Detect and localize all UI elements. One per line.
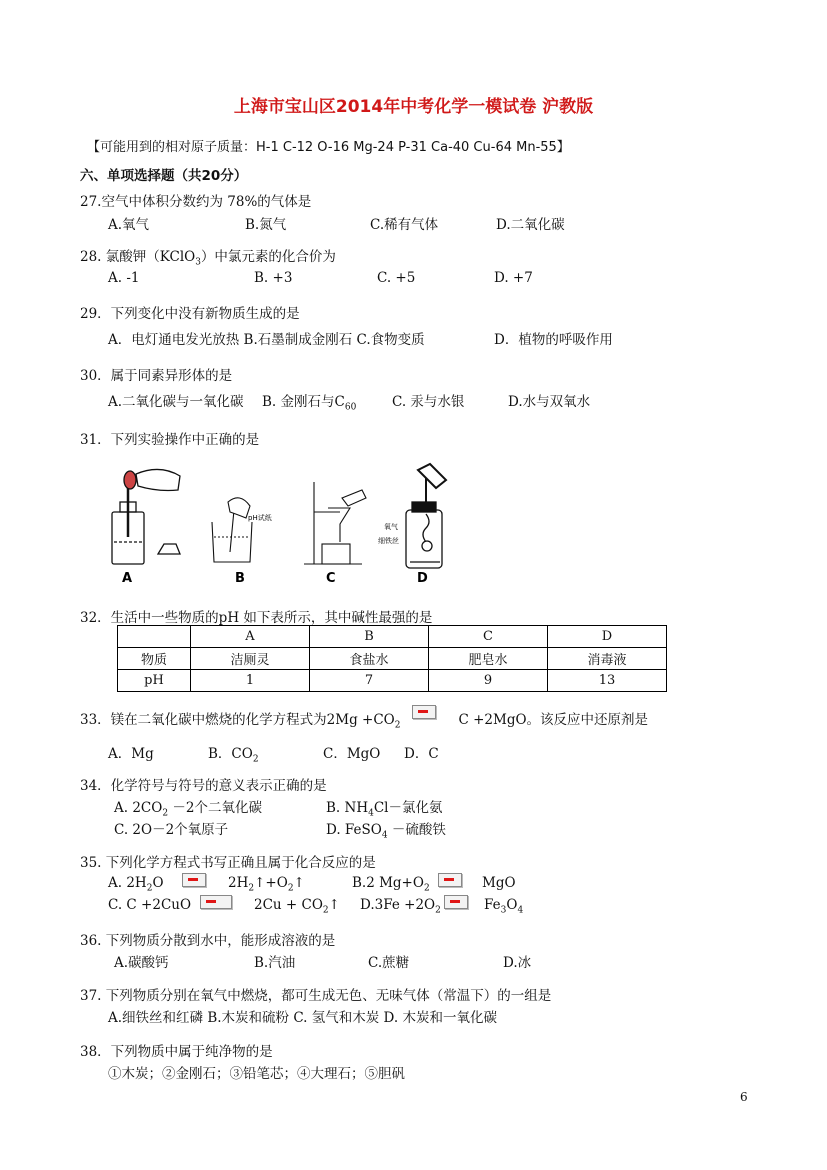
q33-option-c: C．MgO bbox=[323, 746, 381, 762]
q34-stem: 34．化学符号与符号的意义表示正确的是 bbox=[80, 778, 327, 794]
q28-option-d: D. +7 bbox=[494, 270, 533, 286]
q36-stem: 36. 下列物质分散到水中，能形成溶液的是 bbox=[80, 933, 336, 949]
q35-option-a-rhs: $2H_2↑+O_2↑$ bbox=[228, 875, 305, 894]
q38-stem: 38．下列物质中属于纯净物的是 bbox=[80, 1044, 273, 1060]
table-row bbox=[118, 670, 667, 692]
q36-option-d: D.冰 bbox=[503, 955, 532, 971]
page-number: 6 bbox=[740, 1090, 748, 1104]
q33-stem: 33．镁在二氧化碳中燃烧的化学方程式为$2Mg +CO_2$ C +2MgO。该反应中还原剂是 bbox=[80, 712, 649, 731]
q30-option-c: C. 汞与水银 bbox=[392, 394, 465, 410]
section-heading: 六、单项选择题（共20分） bbox=[80, 168, 248, 184]
q35-option-d-lhs: $D.3Fe +2O_2$ bbox=[360, 897, 441, 916]
q27-option-b: B.氮气 bbox=[245, 217, 287, 233]
reaction-condition-image bbox=[200, 895, 232, 909]
reaction-condition-image bbox=[182, 873, 206, 887]
q27-stem: 27.空气中体积分数约为 78%的气体是 bbox=[80, 194, 312, 210]
q34-option-c: C. 2O－2个氧原子 bbox=[114, 822, 229, 838]
reaction-condition-image bbox=[444, 895, 468, 909]
figure-d bbox=[406, 464, 446, 568]
figure-label-a: A bbox=[122, 571, 133, 586]
q27-option-c: C.稀有气体 bbox=[370, 217, 439, 233]
q28-option-b: B. +3 bbox=[254, 270, 293, 286]
q34-option-b: B. $NH_4Cl-$氯化氨 bbox=[326, 800, 443, 819]
q35-stem: 35. 下列化学方程式书写正确且属于化合反应的是 bbox=[80, 855, 376, 871]
page-title: 上海市宝山区2014年中考化学一模试卷 沪教版 bbox=[233, 97, 594, 117]
q35-option-a-lhs: A. $2H_2O$ bbox=[108, 875, 164, 894]
q38-items: ①木炭；②金刚石；③铅笔芯；④大理石；⑤胆矾 bbox=[108, 1066, 405, 1082]
q33-option-d: D．C bbox=[404, 746, 439, 762]
q30-option-a: A.二氧化碳与一氧化碳 bbox=[108, 394, 244, 410]
q30-stem: 30．属于同素异形体的是 bbox=[80, 368, 233, 384]
oxygen-label: 氧气 bbox=[384, 523, 398, 531]
q28-option-a: A. -1 bbox=[108, 270, 140, 286]
q30-option-d: D.水与双氧水 bbox=[508, 394, 591, 410]
table-cell: 9 bbox=[429, 670, 548, 692]
ph-paper-label: pH试纸 bbox=[248, 514, 272, 522]
q27-option-d: D.二氧化碳 bbox=[496, 217, 565, 233]
iron-wire-label: 细铁丝 bbox=[378, 537, 399, 545]
figure-a bbox=[112, 469, 180, 564]
table-cell: C bbox=[429, 626, 548, 648]
figure-label-b: B bbox=[235, 571, 245, 586]
q29-options: A．电灯通电发光放热 B.石墨制成金刚石 C.食物变质 bbox=[108, 332, 425, 348]
q28-option-c: C. +5 bbox=[377, 270, 416, 286]
q37-options: A.细铁丝和红磷 B.木炭和硫粉 C. 氢气和木炭 D. 木炭和一氧化碳 bbox=[108, 1010, 497, 1026]
q35-option-c-lhs: C. C +2CuO bbox=[108, 897, 192, 913]
table-cell: 洁厕灵 bbox=[191, 648, 310, 670]
table-cell: D bbox=[548, 626, 667, 648]
q29-stem: 29．下列变化中没有新物质生成的是 bbox=[80, 306, 300, 322]
q31-stem: 31．下列实验操作中正确的是 bbox=[80, 432, 260, 448]
figure-c bbox=[304, 482, 366, 564]
q30-option-b: B. 金刚石与$C_{60}$ bbox=[262, 394, 357, 413]
figure-b bbox=[212, 498, 252, 562]
q27-option-a: A.氧气 bbox=[108, 217, 150, 233]
q33-option-b: B．$CO_2$ bbox=[208, 746, 259, 765]
q35-option-b-lhs: B.2 $Mg+O_2$ bbox=[352, 875, 430, 894]
figure-label-c: C bbox=[326, 571, 336, 586]
atomic-masses: 【可能用到的相对原子质量：H-1 C-12 O-16 Mg-24 P-31 Ca-40 Cu-64 Mn-55】 bbox=[87, 140, 570, 155]
table-cell: 食盐水 bbox=[310, 648, 429, 670]
figure-label-d: D bbox=[417, 571, 428, 586]
q35-option-c-rhs: $2Cu + CO_2↑$ bbox=[254, 897, 340, 916]
table-cell: 肥皂水 bbox=[429, 648, 548, 670]
q34-option-d: D. FeSO$_4$ －硫酸铁 bbox=[326, 822, 446, 841]
q36-option-b: B.汽油 bbox=[254, 955, 296, 971]
q29-option-d: D．植物的呼吸作用 bbox=[494, 332, 613, 348]
q35-option-b-rhs: MgO bbox=[482, 875, 516, 891]
q37-stem: 37. 下列物质分别在氧气中燃烧，都可生成无色、无味气体（常温下）的一组是 bbox=[80, 988, 552, 1004]
q32-stem: 32．生活中一些物质的pH 如下表所示，其中碱性最强的是 bbox=[80, 610, 433, 626]
table-cell: A bbox=[191, 626, 310, 648]
table-cell: 物质 bbox=[118, 648, 191, 670]
q35-option-d-rhs: $Fe_3O_4$ bbox=[484, 897, 524, 916]
table-row bbox=[118, 626, 667, 648]
q34-option-a: A. $2CO_2 -2$个二氧化碳 bbox=[114, 800, 262, 819]
lab-operations-figure bbox=[100, 462, 480, 592]
reaction-condition-image bbox=[438, 873, 462, 887]
table-cell: B bbox=[310, 626, 429, 648]
table-cell: pH bbox=[118, 670, 191, 692]
ph-table bbox=[117, 625, 667, 692]
q36-option-a: A.碳酸钙 bbox=[114, 955, 169, 971]
table-cell: 1 bbox=[191, 670, 310, 692]
table-cell bbox=[118, 626, 191, 648]
q28-stem: 28. 氯酸钾（KClO$_3$）中氯元素的化合价为 bbox=[80, 249, 336, 268]
table-cell: 消毒液 bbox=[548, 648, 667, 670]
q36-option-c: C.蔗糖 bbox=[368, 955, 410, 971]
q33-option-a: A．Mg bbox=[108, 746, 154, 762]
table-row bbox=[118, 648, 667, 670]
reaction-condition-image bbox=[412, 705, 436, 719]
table-cell: 13 bbox=[548, 670, 667, 692]
table-cell: 7 bbox=[310, 670, 429, 692]
